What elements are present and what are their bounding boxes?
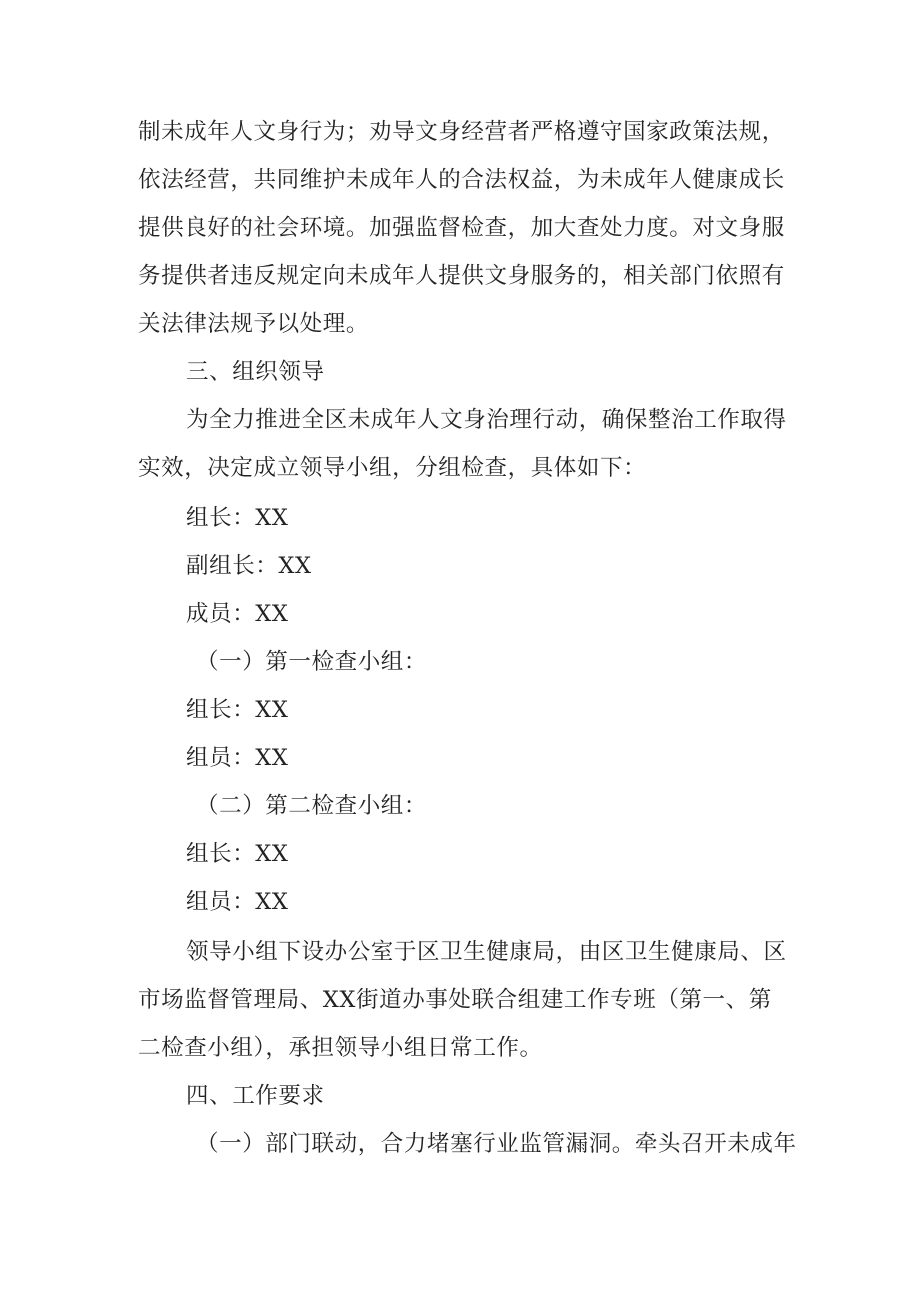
group2-member-line: 组员：XX xyxy=(186,889,289,915)
paragraph-line: 二检查小组），承担领导小组日常工作。 xyxy=(138,1035,543,1061)
paragraph-line: 提供良好的社会环境。加强监督检查，加大查处力度。对文身服 xyxy=(138,215,785,241)
leader-line: 组长：XX xyxy=(186,505,289,531)
paragraph-line: 领导小组下设办公室于区卫生健康局，由区卫生健康局、区 xyxy=(186,939,787,965)
paragraph-line: 务提供者违反规定向未成年人提供文身服务的，相关部门依照有 xyxy=(138,263,785,289)
members-line: 成员：XX xyxy=(186,601,289,627)
group1-member-line: 组员：XX xyxy=(186,745,289,771)
paragraph-line: 依法经营，共同维护未成年人的合法权益，为未成年人健康成长 xyxy=(138,167,785,193)
group2-title: （二）第二检查小组： xyxy=(196,793,428,819)
paragraph-line: 市场监督管理局、XX街道办事处联合组建工作专班（第一、第 xyxy=(138,987,772,1013)
group1-leader-line: 组长：XX xyxy=(186,697,289,723)
paragraph-line: 实效，决定成立领导小组，分组检查，具体如下： xyxy=(138,455,647,481)
paragraph-line: 为全力推进全区未成年人文身治理行动，确保整治工作取得 xyxy=(186,407,787,433)
group2-leader-line: 组长：XX xyxy=(186,841,289,867)
deputy-leader-line: 副组长：XX xyxy=(186,553,312,579)
section-heading-3: 三、组织领导 xyxy=(186,359,325,385)
section-heading-4: 四、工作要求 xyxy=(186,1083,325,1109)
paragraph-line: 关法律法规予以处理。 xyxy=(138,311,370,337)
paragraph-line: （一）部门联动，合力堵塞行业监管漏洞。牵头召开未成年 xyxy=(196,1131,797,1157)
paragraph-line: 制未成年人文身行为；劝导文身经营者严格遵守国家政策法规， xyxy=(138,119,785,145)
group1-title: （一）第一检查小组： xyxy=(196,649,428,675)
